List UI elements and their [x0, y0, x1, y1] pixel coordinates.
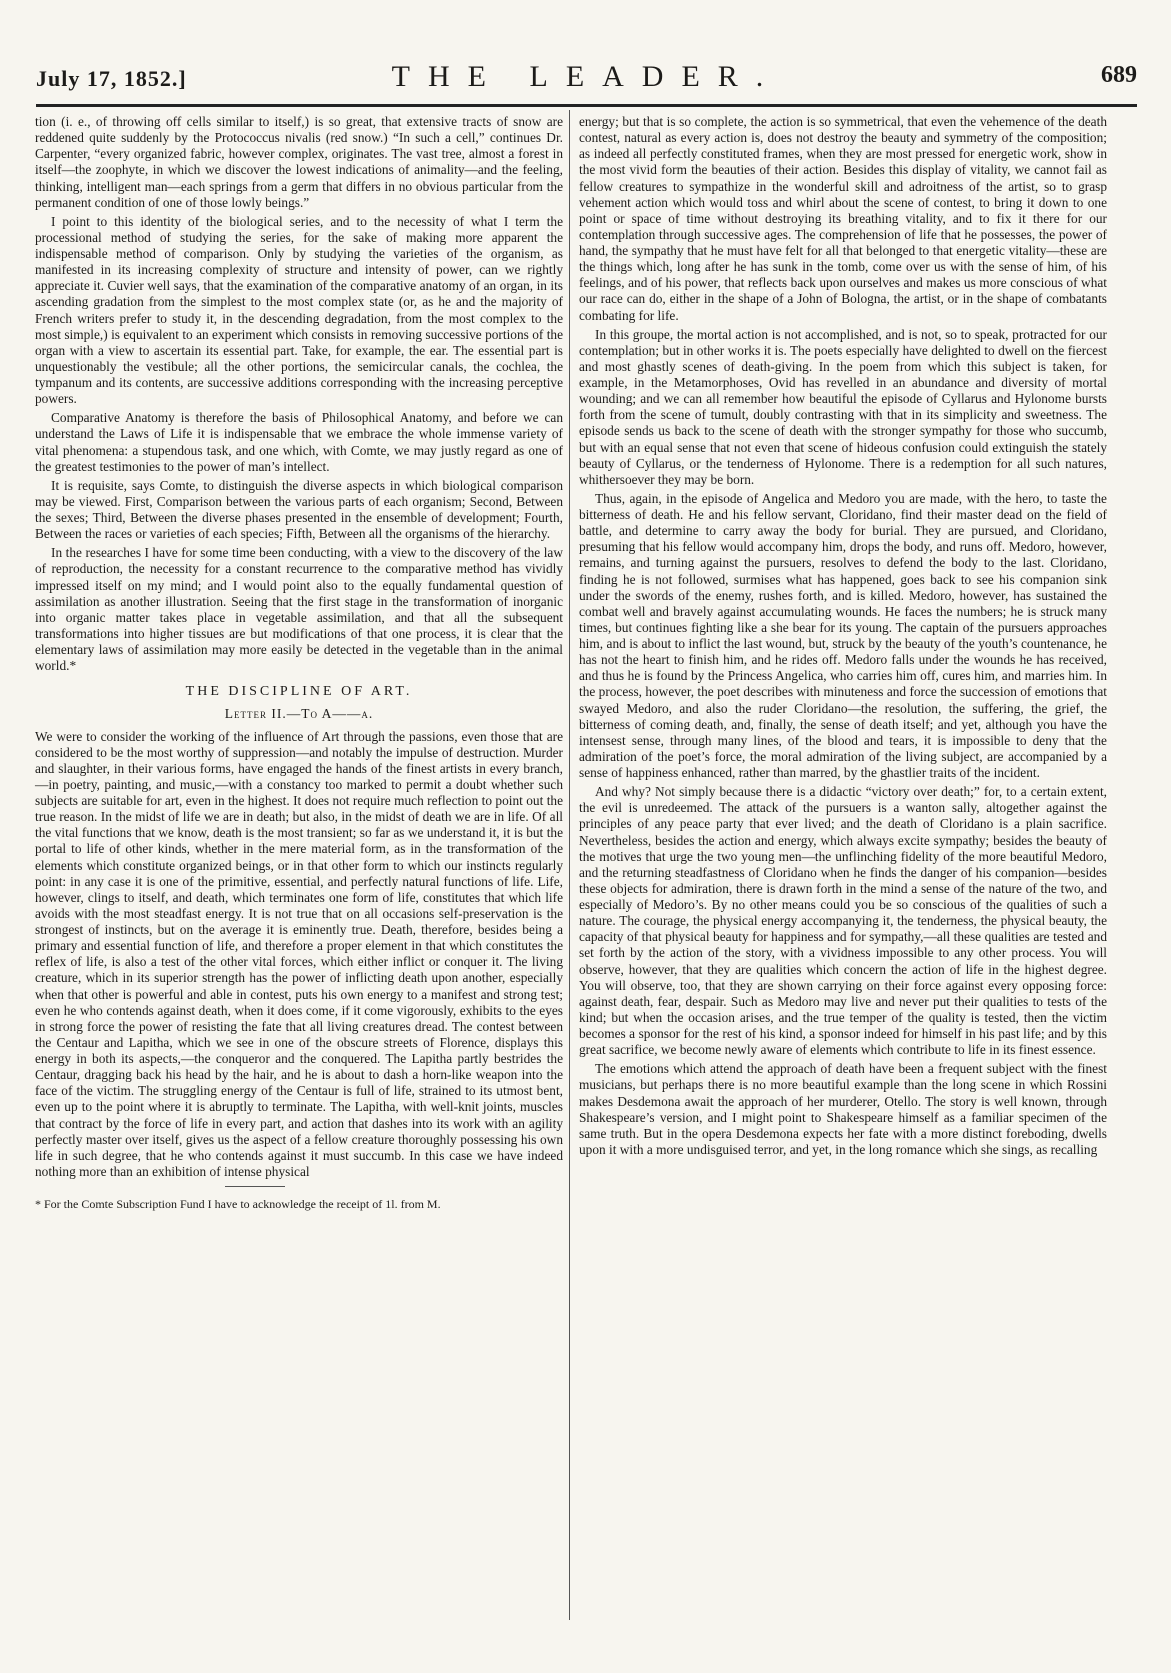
article-paragraph: It is requisite, says Comte, to distinguish the diverse aspects in which biological comparison may be viewed. First, Comparison between the various parts of each organism; Second, Between the sexes; Third, Between the diverse phases presented in the ensemble of development; Fourth, Between the races or varieties of each species; Fifth, Between all the organisms of the hierarchy. [35, 477, 563, 542]
masthead [36, 58, 1137, 102]
page-number: 689 [1101, 62, 1137, 88]
article-paragraph: We were to consider the working of the influence of Art through the passions, even those that are considered to be the most worthy of suppression—and notably the impulse of destruction. Murder and slaughter, in their various forms, have engaged the hands of the finest artists in every branch,—in poetry, painting, and music,—with a constancy too marked to permit a doubt whether such subjects are suitable for art, even in the highest. It does not require much reflection to point out the true reason. In the midst of life we are in death; but also, in the midst of death we are in life. Of all the vital functions that we know, death is the most transient; so far as we understand it, it is but the portal to life of other kinds, whether in the mere material form, as in the transformation of the elements which constitute organized beings, or in that other form to which our instincts regularly point: in any case it is one of the primitive, essential, and perfectly natural functions of life. Life, however, clings to itself, and death, which terminates one form of life, constitutes that which life avoids with the most steadfast energy. It is not true that on all occasions self-preservation is the strongest of instincts, but on the average it is eminently true. Death, therefore, besides being a primary and essential function of life, and therefore a proper element in that which constitutes the reflex of life, is also a test of the other vital forces, which either inflict or conquer it. The living creature, which in its superior strength has the power of inflicting death upon another, especially when that other is powerful and able in contest, puts his own energy to a manifest and strong test; even he who contends against death, when it does come, if it come vigorously, exhibits to the eyes in strong force the power of resisting the fate that all living creatures dread. The contest between the Centaur and Lapitha, which we see in one of the obscure streets of Florence, displays this energy in both its aspects,—the conqueror and the conquered. The Lapitha partly bestrides the Centaur, dragging back his head by the hair, and he is about to dash a horn-like weapon into the face of the victim. The struggling energy of the Centaur is full of life, strained to its utmost bent, even up to the point where it is abruptly to terminate. The Lapitha, with well-knit joints, muscles that contract by the force of life in every part, and action that dashes into its work with an agility perfectly master over itself, gives us the aspect of a fellow creature thoroughly possessing his own life in such degree, that he who contends against it must succumb. In this case we have indeed nothing more than an exhibition of intense physical [35, 728, 563, 1179]
left-column [35, 114, 563, 1215]
article-paragraph: energy; but that is so complete, the action is so symmetrical, that even the vehemence of the death contest, natural as every action is, does not destroy the beauty and symmetry of the composition; as indeed all perfectly constituted frames, when they are most pressed for energetic work, show in the most vivid form the beauties of their action. Besides this display of vitality, we cannot fail as fellow creatures to sympathize in the wonderful skill and adroitness of the artist, so to grasp vehement action which would toss and whirl about the scene of contest, to bring it down to one point or space of time without destroying its breathing vitality, and to fix it there for our contemplation through successive ages. The comprehension of life that he possesses, the power of hand, the sympathy that he must have felt for all that belonged to that energetic vitality—these are the things which, long after he has sunk in the tomb, come over us with the sense of him, of his feelings, and of his power, that reflects back upon ourselves and makes us more conscious of what our race can do, either in the shape of a John of Bologna, the artist, or in the shape of combatants combating for life. [579, 114, 1107, 323]
article-paragraph: And why? Not simply because there is a didactic “victory over death;” for, to a certain extent, the evil is unredeemed. The attack of the pursuers is a wanton sally, altogether against the principles of any peace party that ever lived; and the death of Cloridano is a plain sacrifice. Nevertheless, besides the action and energy, which always excite sympathy; besides the beauty of the motives that urge the two young men—the unflinching fidelity of the more beautiful Medoro, and the returning steadfastness of Cloridano when he finds the danger of his companion—besides these objects for admiration, there is drawn forth in the mind a sense of the nature of the two, and especially of Medoro’s. By no other means could you be so conscious of the qualities of such a nature. The courage, the physical energy accompanying it, the tenderness, the physical beauty, the capacity of that physical beauty for happiness and for sympathy,—all these qualities are tested and set forth by the action of the story, with a vividness impossible to any other process. You will observe, however, that they are qualities which concern the action of life in the highest degree. You will observe, too, that they are shown carrying on their force against every opposing force: against death, fear, despair. Such as Medoro may live and never put their qualities to tests of the kind; but when the occasion arises, and the true temper of the quality is tested, then the victim becomes a sponsor for the rest of his kind, a sponsor indeed for himself in his past life; and by this great sacrifice, we become newly aware of elements which contribute to life in its finest essence. [579, 784, 1107, 1058]
article-paragraph: The emotions which attend the approach of death have been a frequent subject with the finest musicians, but perhaps there is no more beautiful example than the long scene in which Rossini makes Desdemona await the approach of her murderer, Otello. The story is well known, through Shakespeare’s version, and I might point to Shakespeare himself as a familiar specimen of the same truth. But in the opera Desdemona expects her fate with a more distinct foreboding, dwells upon it with a more undisguised terror, and yet, in the long romance which she sings, as recalling [579, 1061, 1107, 1157]
footnote: * For the Comte Subscription Fund I have to acknowledge the receipt of 1l. from M. [35, 1197, 441, 1211]
section-title: THE DISCIPLINE OF ART. [185, 684, 413, 700]
article-paragraph: tion (i. e., of throwing off cells similar to itself,) is so great, that extensive tracts of snow are reddened quite suddenly by the Protococcus nivalis (red snow.) “In such a cell,” continues Dr. Carpenter, “every organized fabric, however complex, originates. The vast tree, almost a forest in itself—the zoophyte, in which we discover the lowest indications of animality—and the feeling, thinking, intelligent man—each springs from a germ that differs in no obvious particular from the permanent condition of one of those lowly beings.” [35, 114, 563, 210]
article-paragraph: I point to this identity of the biological series, and to the necessity of what I term the processional method of studying the series, for the sake of making more apparent the indispensable method of comparison. Only by studying the varieties of the organism, as manifested in its increasing complexity of structure and intensity of power, can we rightly appreciate it. Cuvier well says, that the examination of the comparative anatomy of an organ, in its ascending gradation from the simplest to the most complex state (or, as he and the majority of French writers prefer to study it, in the descending degradation, from the most complex to the most simple,) is equivalent to an experiment which consists in removing successive portions of the organ with a view to ascertain its essential part. Take, for example, the ear. The essential part is unquestionably the vestibule; all the other portions, the semicircular canals, the cochlea, the tympanum and its contents, are successive additions corresponding with the increasing perceptive powers. [35, 213, 563, 407]
article-paragraph: In this groupe, the mortal action is not accomplished, and is not, so to speak, protracted for our contemplation; but in other works it is. The poets especially have delighted to dwell on the fiercest and most ghastly scenes of death-giving. In the poem from which this subject is taken, for example, in the Metamorphoses, Ovid has revelled in an abundance and diversity of mortal wounding; and we can all remember how beautiful the episode of Cyllarus and Hylonome bursts forth from the scene of tumult, doubly contrasting with that in its simplicity and sweetness. The episode sends us back to the scene of death with the stronger sympathy for those who succumb, but with an equal sense that not even that scene of hideous confusion could extinguish the stately beauty of Cyllarus, or the tenderness of Hylonome. There is a redemption for all such natures, whithersoever they may be born. [579, 326, 1107, 487]
header-rule [36, 104, 1137, 107]
article-paragraph: In the researches I have for some time been conducting, with a view to the discovery of the law of reproduction, the necessity for a constant recurrence to the comparative method has vividly impressed itself on my mind; and I would point also to the equally fundamental question of assimilation as another illustration. Seeing that the first stage in the transformation of inorganic into organic matter takes place in vegetable assimilation, and that all the subsequent transformations into higher tissues are but modifications of that one process, it is clear that the elementary laws of assimilation may more easily be detected in the vegetable than in the animal world.* [35, 545, 563, 674]
article-paragraph: Comparative Anatomy is therefore the basis of Philosophical Anatomy, and before we can understand the Laws of Life it is indispensable that we embrace the whole immense variety of vital phenomena: a stupendous task, and one which, with Comte, we may justly regard as one of the greatest testimonies to the power of man’s intellect. [35, 410, 563, 474]
footnote-rule [225, 1186, 285, 1187]
paper-title: THE LEADER. [391, 60, 782, 93]
article-paragraph: Thus, again, in the episode of Angelica and Medoro you are made, with the hero, to taste the bitterness of death. He and his fellow servant, Cloridano, find their master dead on the field of battle, and determine to carry away the body for burial. They are pursued, and Cloridano, presuming that his fellow would accompany him, drops the body, and runs off. Medoro, however, remains, and turning against the pursuers, resolves to defend the body to the last. Cloridano, finding he is not followed, surmises what has happened, goes back to see his companion sink under the swords of the enemy, rushes forth, and is killed. Medoro, however, has sustained the combat well and bravely against accumulating wounds. He faces the numbers; he is struck many times, but continues fighting like a she bear for its young. The captain of the pursuers approaches him, and is about to inflict the last wound, but, struck by the beauty of the youth’s countenance, he has not the heart to finish him, and he rides off. Medoro falls under the wounds he has received, and thus he is found by the Princess Angelica, who carries him off, cures him, and marries him. In the process, however, the poet describes with minuteness and force the succession of emotions that swayed Medoro, and also the ruder Cloridano—the resolution, the suffering, the grief, the bitterness of coming death, and, finally, the sense of death itself; and yet, although you have the intensest sense, through many lines, of the blood and tears, it is impossible to deny that the admiration of the poet’s force, the moral admiration of the living subject, are accompanied by a sense of happiness enhanced, rather than marred, by the ghastlier traits of the incident. [579, 490, 1107, 780]
section-subtitle: Letter II.—To A——a. [224, 706, 374, 722]
issue-date: July 17, 1852.] [36, 66, 187, 91]
right-column [579, 114, 1107, 1161]
column-divider [569, 110, 570, 1620]
